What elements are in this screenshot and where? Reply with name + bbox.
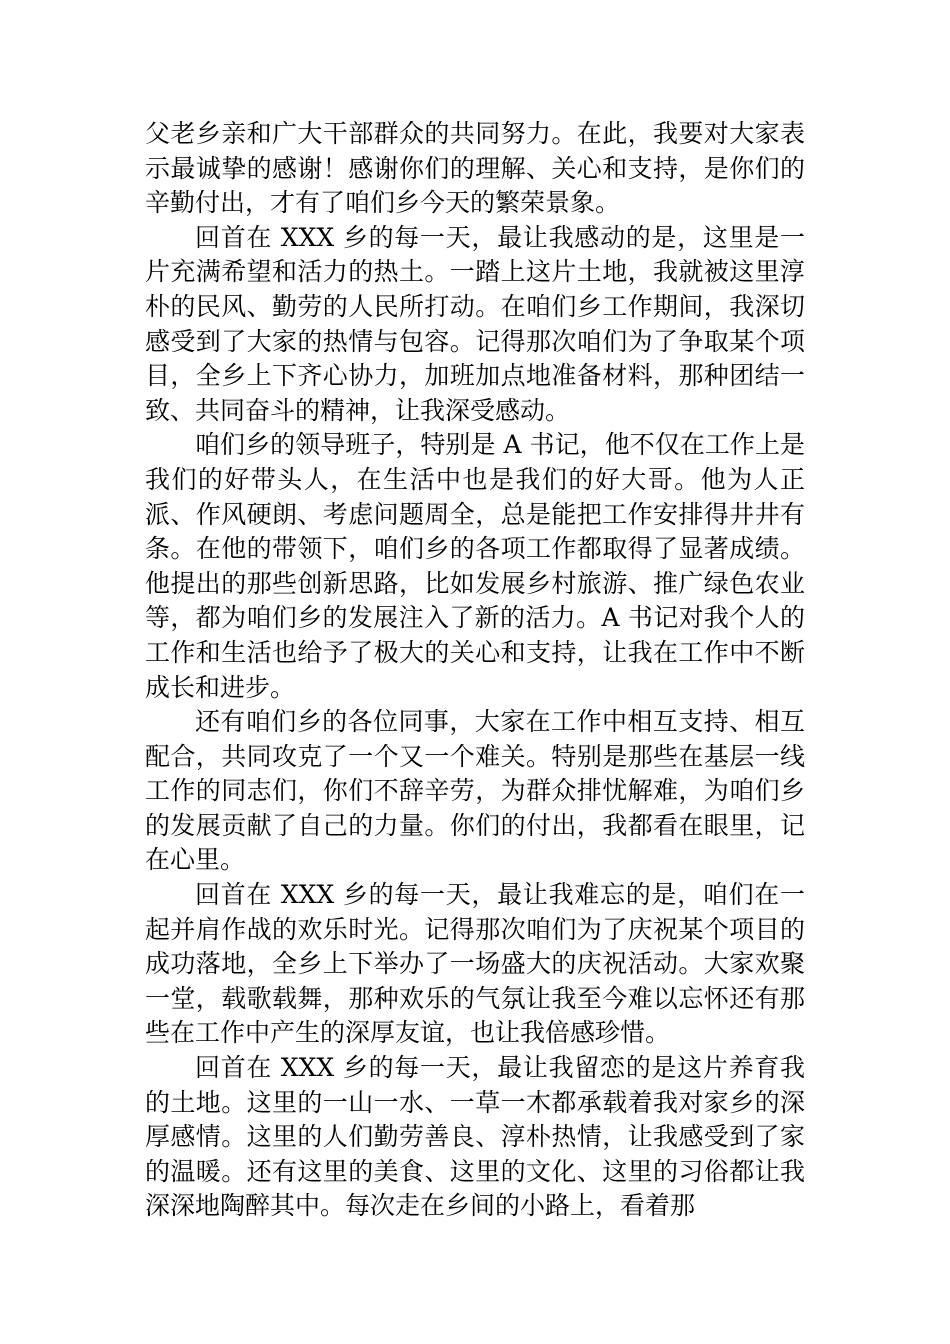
body-text [145, 117, 805, 1224]
paragraph-6: 回首在 XXX 乡的每一天，最让我留恋的是这片养育我的土地。这里的一山一水、一草一木都承载着我对家乡的深厚感情。这里的人们勤劳善良、淳朴热情，让我感受到了家的温暖。还有这里的美食、这里的文化、这里的习俗都让我深深地陶醉其中。每次走在乡间的小路上，看着那 [145, 1053, 805, 1221]
paragraph-4: 还有咱们乡的各位同事，大家在工作中相互支持、相互配合，共同攻克了一个又一个难关。特别是那些在基层一线工作的同志们，你们不辞辛劳，为群众排忧解难，为咱们乡的发展贡献了自己的力量。你们的付出，我都看在眼里，记在心里。 [145, 707, 805, 875]
paragraph-2: 回首在 XXX 乡的每一天，最让我感动的是，这里是一片充满希望和活力的热土。一踏上这片土地，我就被这里淳朴的民风、勤劳的人民所打动。在咱们乡工作期间，我深切感受到了大家的热情与包容。记得那次咱们为了争取某个项目，全乡上下齐心协力，加班加点地准备材料，那种团结一致、共同奋斗的精神，让我深受感动。 [145, 222, 805, 425]
paragraph-5: 回首在 XXX 乡的每一天，最让我难忘的是，咱们在一起并肩作战的欢乐时光。记得那次咱们为了庆祝某个项目的成功落地，全乡上下举办了一场盛大的庆祝活动。大家欢聚一堂，载歌载舞，那种欢乐的气氛让我至今难以忘怀还有那些在工作中产生的深厚友谊，也让我倍感珍惜。 [145, 880, 805, 1048]
paragraph-1: 父老乡亲和广大干部群众的共同努力。在此，我要对大家表示最诚挚的感谢！感谢你们的理解、关心和支持，是你们的辛勤付出，才有了咱们乡今天的繁荣景象。 [145, 119, 805, 218]
paragraph-3: 咱们乡的领导班子，特别是 A 书记，他不仅在工作上是我们的好带头人，在生活中也是我们的好大哥。他为人正派、作风硬朗、考虑问题周全，总是能把工作安排得井井有条。在他的带领下，咱们乡的各项工作都取得了显著成绩。他提出的那些创新思路，比如发展乡村旅游、推广绿色农业等，都为咱们乡的发展注入了新的活力。A 书记对我个人的工作和生活也给予了极大的关心和支持，让我在工作中不断成长和进步。 [145, 430, 805, 702]
